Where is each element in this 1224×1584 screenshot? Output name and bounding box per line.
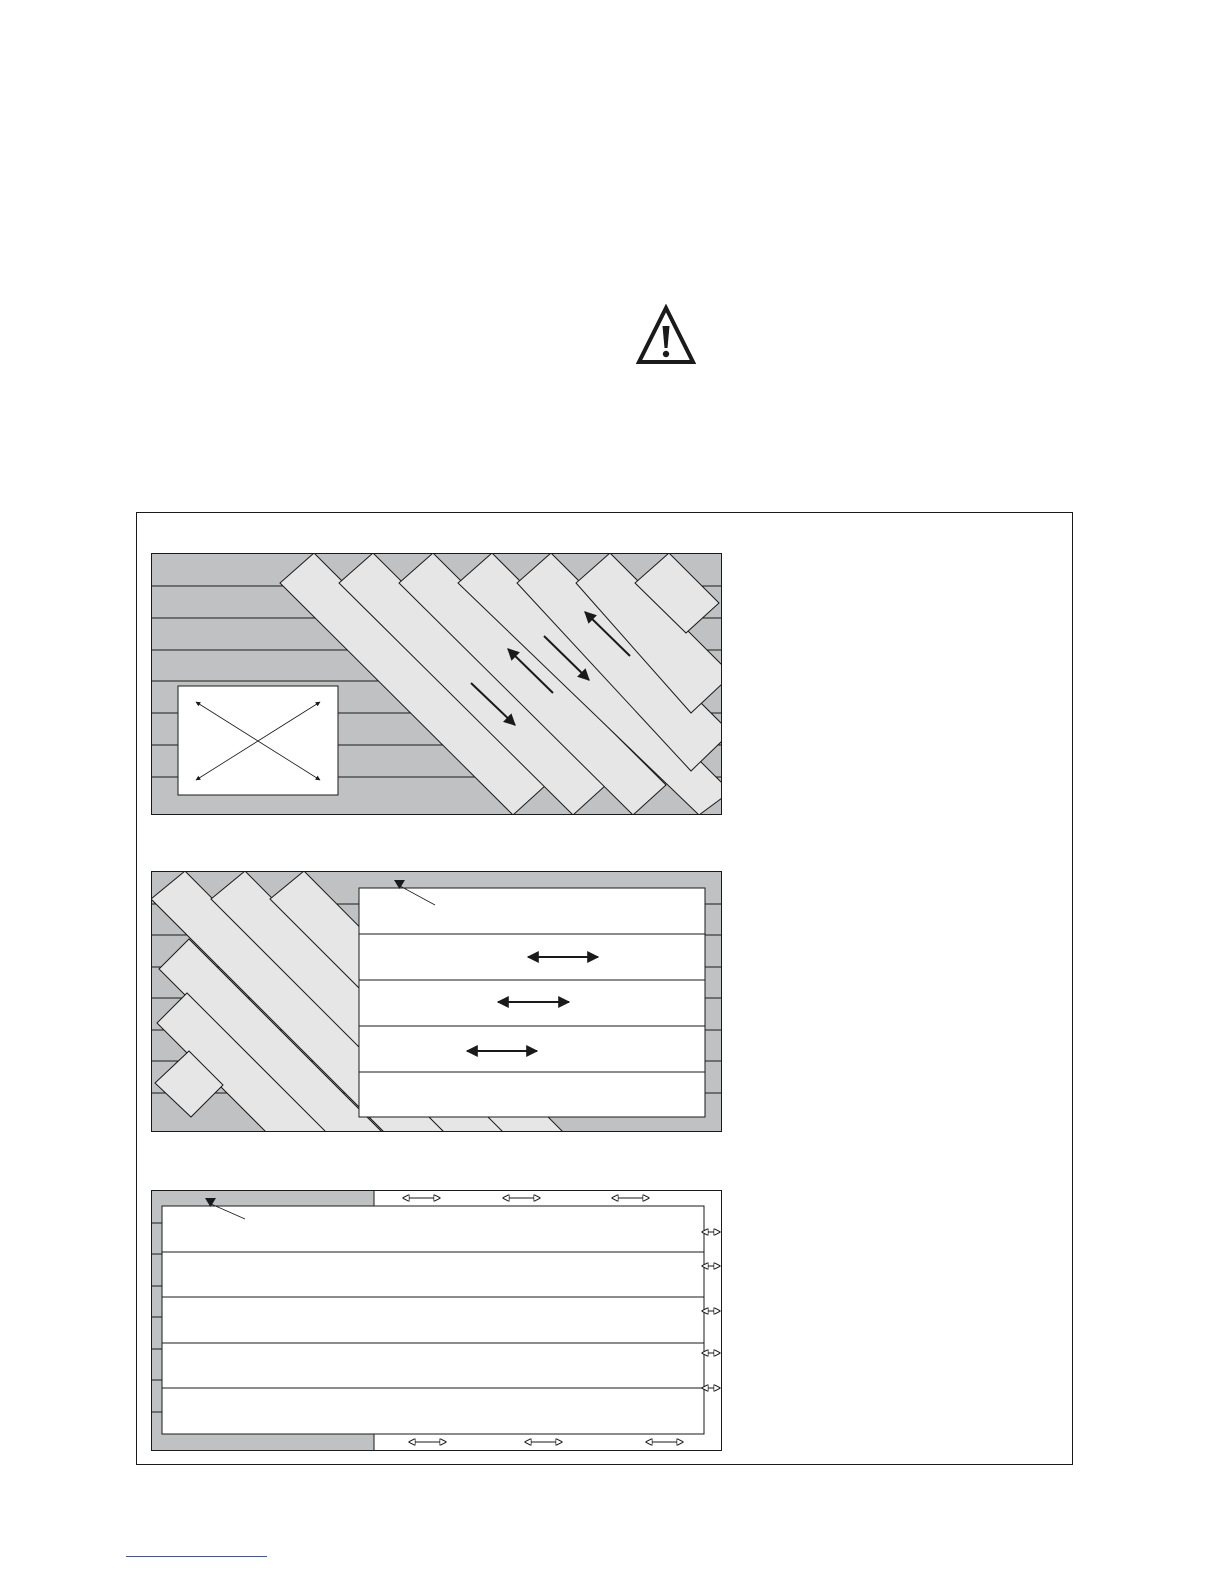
mixed-planks-diagram <box>151 871 722 1132</box>
horizontal-boards <box>162 1206 704 1434</box>
warning-triangle-icon <box>636 304 696 366</box>
footnote-rule <box>126 1556 267 1557</box>
room-inset <box>178 686 338 795</box>
horizontal-boards-diagram <box>151 1190 722 1451</box>
diagonal-planks-diagram <box>151 553 722 815</box>
